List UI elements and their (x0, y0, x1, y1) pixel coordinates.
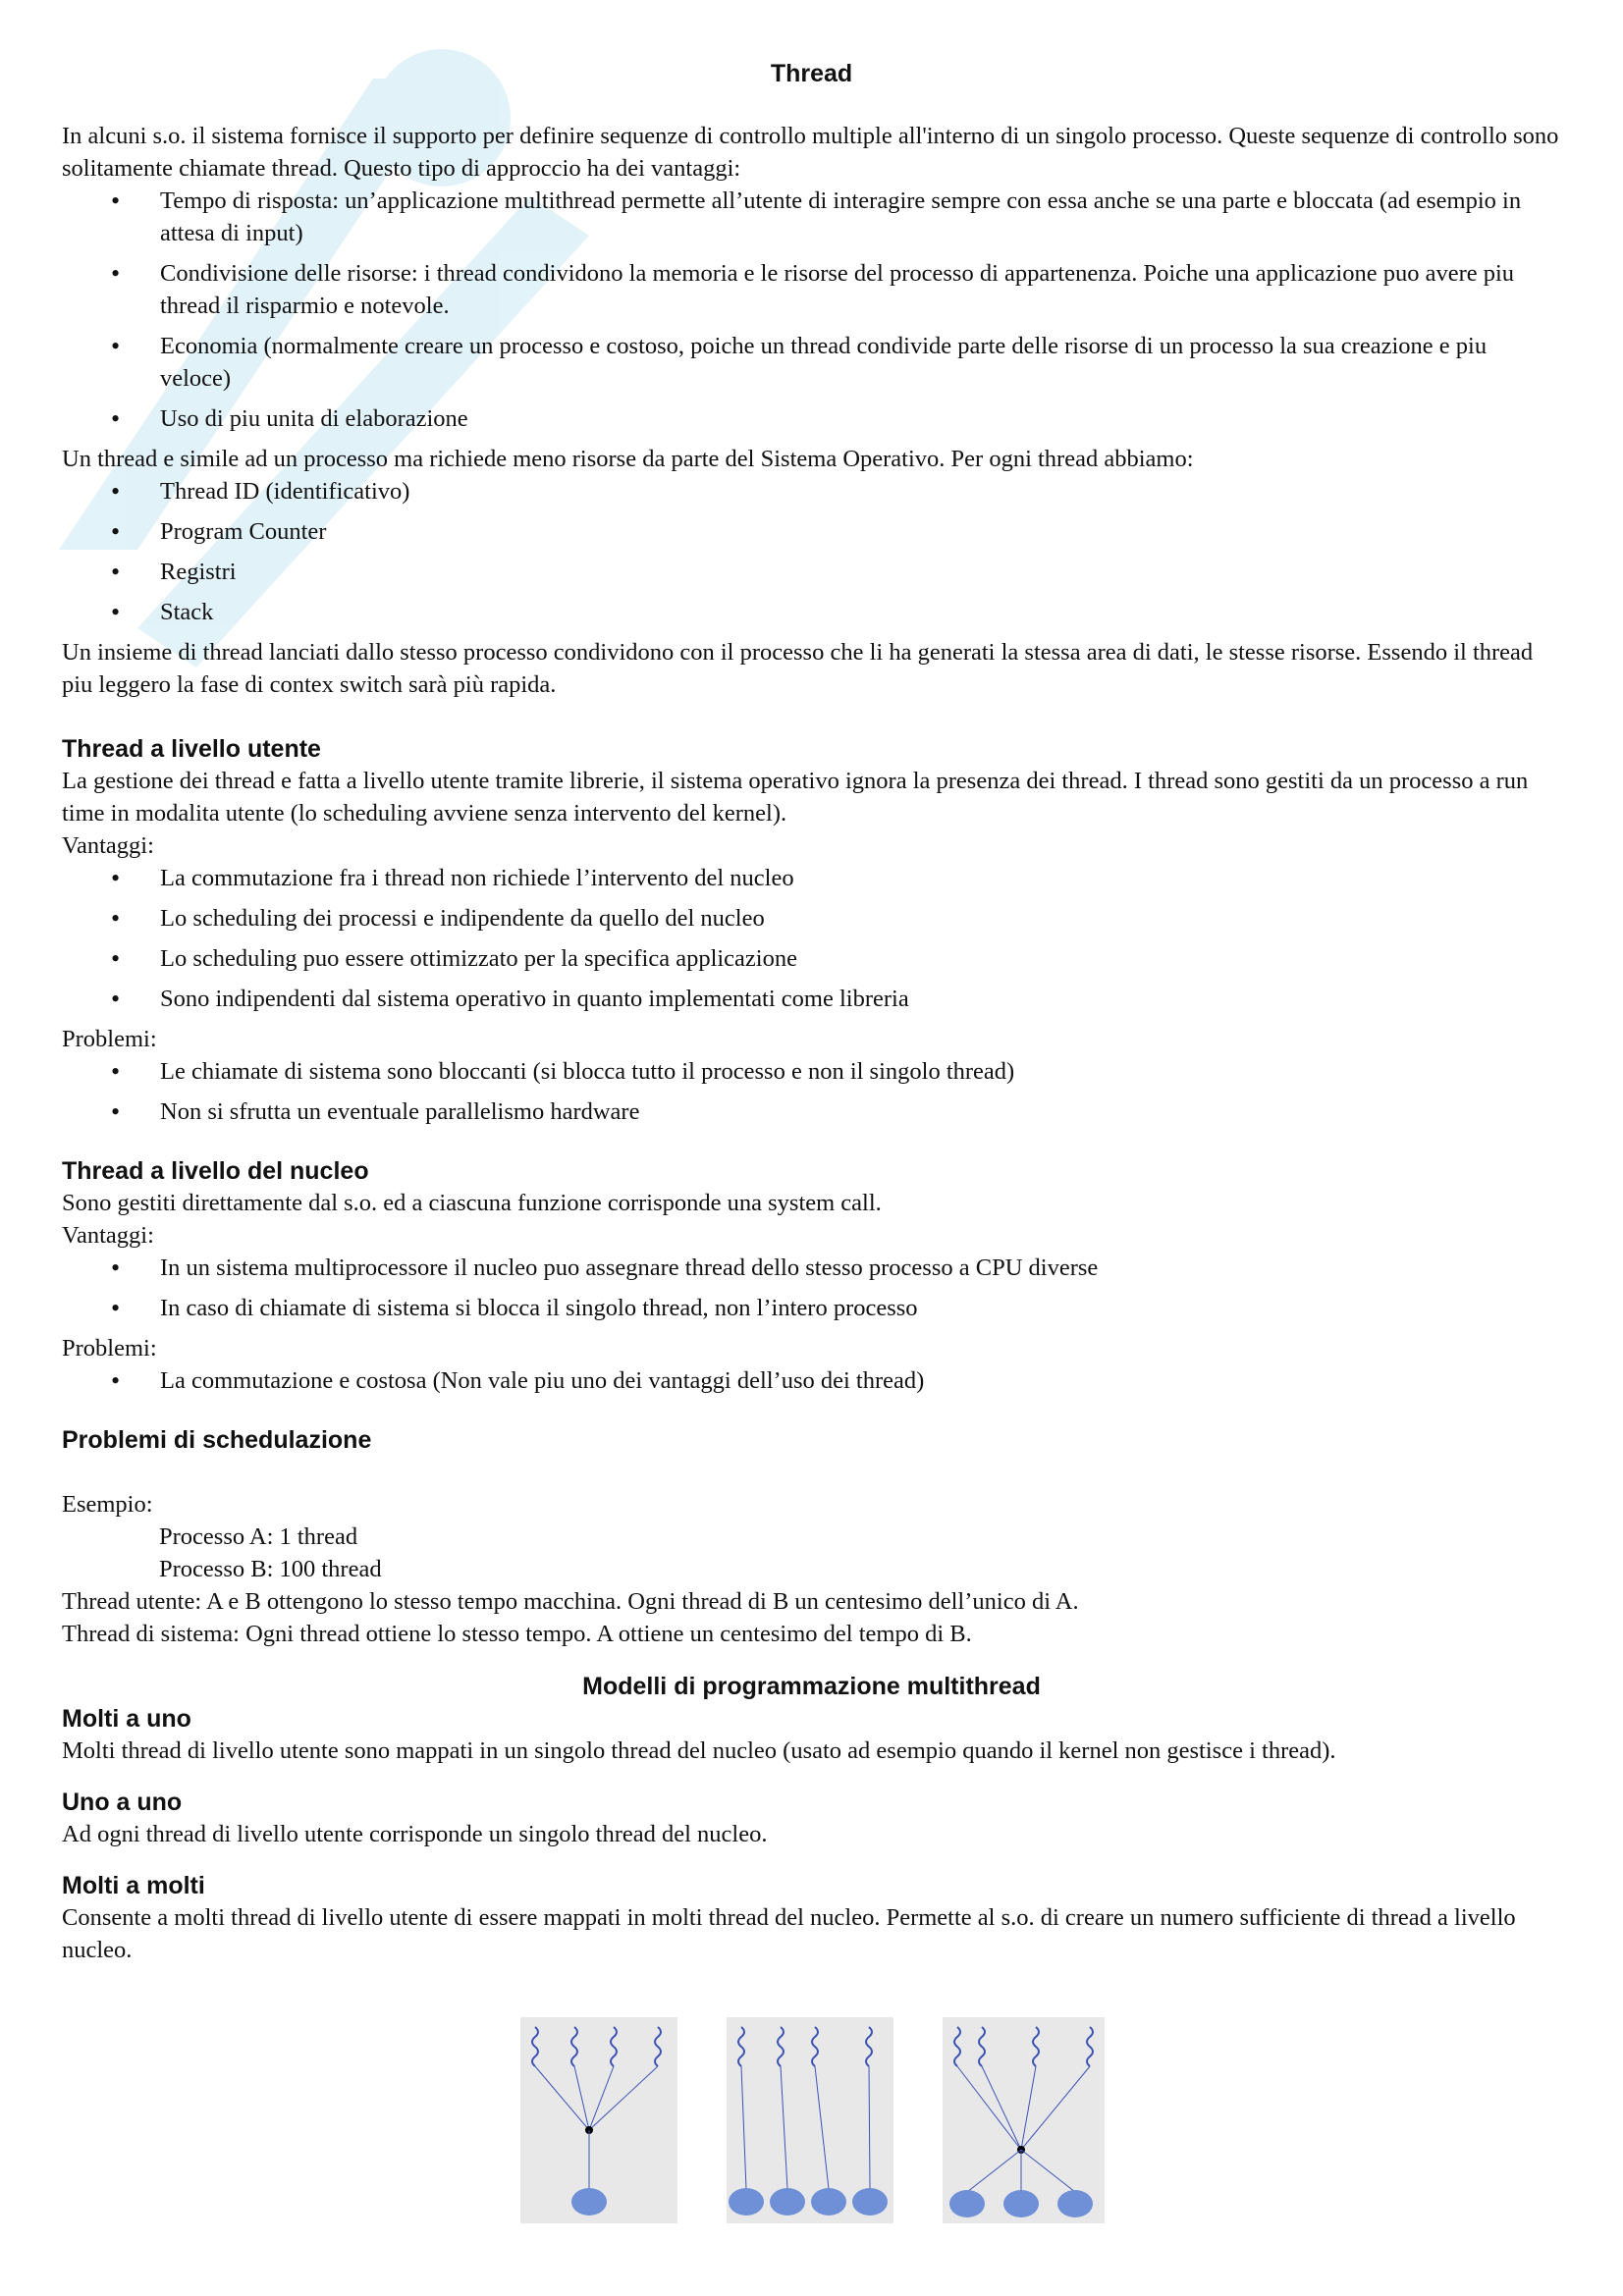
document-content (62, 57, 1561, 1966)
many-to-one-paragraph: Molti thread di livello utente sono mappati in un singolo thread del nucleo (usato ad esempio quando il kernel non gestisce i thread). (62, 1737, 1336, 1764)
list-item: • Program Counter (160, 515, 1561, 548)
list-item: • Registri (160, 556, 1561, 588)
list-item: • Economia (normalmente creare un processo e costoso, poiche un thread condivide parte delle risorse di un processo la sua creazione e piu veloce) (160, 330, 1561, 395)
section-heading-many-to-one: Molti a uno (62, 1705, 191, 1733)
user-problems-list (62, 1055, 1561, 1128)
user-thread-line: Thread utente: A e B ottengono lo stesso tempo macchina. Ogni thread di B un centesimo dell’unico di A. (62, 1588, 1079, 1615)
threading-models-diagram (520, 2017, 1109, 2233)
list-item: • In caso di chiamate di sistema si blocca il singolo thread, non l’intero processo (160, 1292, 1561, 1324)
kernel-level-paragraph: Sono gestiti direttamente dal s.o. ed a ciascuna funzione corrisponde una system call. (62, 1190, 882, 1216)
list-item: • Le chiamate di sistema sono bloccanti (si blocca tutto il processo e non il singolo thread) (160, 1055, 1561, 1088)
kernel-thread-node (729, 2188, 764, 2216)
list-item: • Uso di piu unita di elaborazione (160, 402, 1561, 435)
list-item: • In un sistema multiprocessore il nucleo puo assegnare thread dello stesso processo a CPU diverse (160, 1252, 1561, 1284)
user-advantages-list (62, 862, 1561, 1015)
list-item: • Condivisione delle risorse: i thread condividono la memoria e le risorse del processo di appartenenza. Poiche una applicazione puo avere piu thread il risparmio e notevole. (160, 257, 1561, 322)
shared-resources-paragraph: Un insieme di thread lanciati dallo stesso processo condividono con il processo che li ha generati la stessa area di dati, le stesse risorse. Essendo il thread piu leggero la fase di contex switch sarà più rapida. (62, 639, 1534, 698)
section-heading-scheduling: Problemi di schedulazione (62, 1426, 372, 1454)
kernel-thread-node (852, 2188, 888, 2216)
kernel-thread-node (571, 2188, 607, 2216)
list-item: • Lo scheduling puo essere ottimizzato per la specifica applicazione (160, 942, 1561, 975)
list-item: • Non si sfrutta un eventuale parallelismo hardware (160, 1095, 1561, 1128)
page-title: Thread (770, 60, 853, 87)
intro-paragraph: In alcuni s.o. il sistema fornisce il supporto per definire sequenze di controllo multiple all'interno di un singolo processo. Queste sequenze di controllo sono solitamente chiamate thread. Questo tipo di approccio ha dei vantaggi: (62, 123, 1559, 182)
list-item: • Thread ID (identificativo) (160, 475, 1561, 507)
list-item: • La commutazione fra i thread non richiede l’intervento del nucleo (160, 862, 1561, 894)
kernel-thread-node (811, 2188, 846, 2216)
diagram-many-to-one (520, 2017, 677, 2223)
kernel-advantages-list (62, 1252, 1561, 1324)
diagram-one-to-one (727, 2017, 893, 2223)
thread-definition: Un thread e simile ad un processo ma richiede meno risorse da parte del Sistema Operativo. Per ogni thread abbiamo: (62, 446, 1194, 472)
list-item: • La commutazione e costosa (Non vale piu uno dei vantaggi dell’uso dei thread) (160, 1364, 1561, 1397)
section-heading-kernel-level: Thread a livello del nucleo (62, 1157, 369, 1185)
process-b-line: Processo B: 100 thread (159, 1556, 382, 1582)
problems-label: Problemi: (62, 1026, 157, 1052)
user-level-paragraph: La gestione dei thread e fatta a livello utente tramite librerie, il sistema operativo ignora la presenza dei thread. I thread sono gestiti da un processo a run time in modalita utente (lo scheduling avviene senza intervento del kernel). (62, 768, 1529, 827)
one-to-one-paragraph: Ad ogni thread di livello utente corrisponde un singolo thread del nucleo. (62, 1821, 768, 1847)
kernel-thread-node (949, 2190, 985, 2217)
process-a-line: Processo A: 1 thread (159, 1523, 358, 1550)
problems-label: Problemi: (62, 1335, 157, 1362)
section-heading-one-to-one: Uno a uno (62, 1789, 183, 1816)
thread-items-list (62, 475, 1561, 628)
list-item: • Lo scheduling dei processi e indipendente da quello del nucleo (160, 902, 1561, 934)
kernel-problems-list (62, 1364, 1561, 1397)
section-heading-user-level: Thread a livello utente (62, 735, 321, 763)
system-thread-line: Thread di sistema: Ogni thread ottiene lo stesso tempo. A ottiene un centesimo del tempo di B. (62, 1621, 972, 1647)
list-item: • Tempo di risposta: un’applicazione multithread permette all’utente di interagire sempre con essa anche se una parte e bloccata (ad esempio in attesa di input) (160, 185, 1561, 249)
list-item: • Stack (160, 596, 1561, 628)
diagram-many-to-many (943, 2017, 1105, 2223)
advantages-label: Vantaggi: (62, 1222, 154, 1249)
kernel-thread-node (1003, 2190, 1039, 2217)
advantages-label: Vantaggi: (62, 832, 154, 859)
section-heading-many-to-many: Molti a molti (62, 1872, 205, 1899)
models-title: Modelli di programmazione multithread (582, 1673, 1041, 1700)
kernel-thread-node (770, 2188, 805, 2216)
kernel-thread-node (1057, 2190, 1093, 2217)
example-label: Esempio: (62, 1491, 153, 1518)
many-to-many-paragraph: Consente a molti thread di livello utente di essere mappati in molti thread del nucleo. Permette al s.o. di creare un numero sufficiente di thread a livello nucleo. (62, 1904, 1516, 1963)
list-item: • Sono indipendenti dal sistema operativo in quanto implementati come libreria (160, 983, 1561, 1015)
advantages-list (62, 185, 1561, 435)
